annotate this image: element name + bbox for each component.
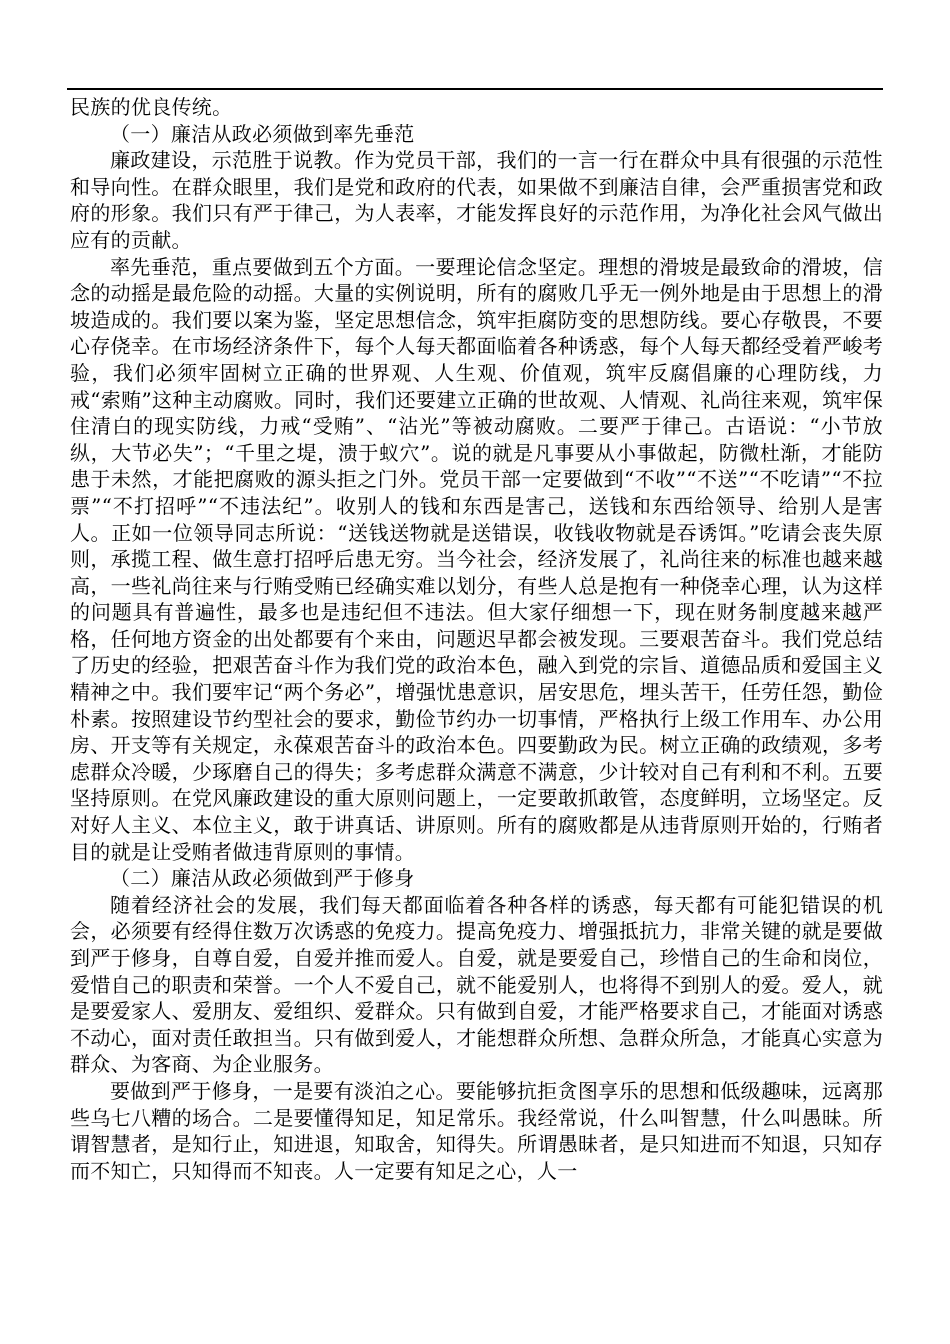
paragraph-3: 随着经济社会的发展，我们每天都面临着各种各样的诱惑，每天都有可能犯错误的机会，必须要有经得住数万次诱惑的免疫力。提高免疫力、增强抵抗力，非常关键的就是要做到严于修身，自尊自爱，自爱并推而爱人。自爱，就是要爱自己，珍惜自己的生命和岗位，爱惜自己的职责和荣誉。一个人不爱自己，就不能爱别人，也将得不到别人的爱。爱人，就是要爱家人、爱朋友、爱组织、爱群众。只有做到自爱，才能严格要求自己，才能面对诱惑不动心，面对责任敢担当。只有做到爱人，才能想群众所想、急群众所急，才能真心实意为群众、为客商、为企业服务。 [70,892,883,1077]
section-heading-1: （一）廉洁从政必须做到率先垂范 [110,121,415,146]
continuation-text: 民族的优良传统。 [70,95,233,119]
section-heading-2: （二）廉洁从政必须做到严于修身 [110,866,415,891]
paragraph-2: 率先垂范，重点要做到五个方面。一要理论信念坚定。理想的滑坡是最致命的滑坡，信念的动摇是最危险的动摇。大量的实例说明，所有的腐败几乎无一例外地是由于思想上的滑坡造成的。我们要以案为鉴，坚定思想信念，筑牢拒腐防变的思想防线。要心存敬畏，不要心存侥幸。在市场经济条件下，每个人每天都面临着各种诱惑，每个人每天都经受着严峻考验，我们必须牢固树立正确的世界观、人生观、价值观，筑牢反腐倡廉的心理防线，力戒“索贿”这种主动腐败。同时，我们还要建立正确的世故观、人情观、礼尚往来观，筑牢保住清白的现实防线，力戒“受贿”、“沾光”等被动腐败。二要严于律己。古语说：“小节放纵，大节必失”；“千里之堤，溃于蚁穴”。说的就是凡事要从小事做起，防微杜渐，才能防患于未然，才能把腐败的源头拒之门外。党员干部一定要做到“不收”“不送”“不吃请”“不拉票”“不打招呼”“不违法纪”。收别人的钱和东西是害己，送钱和东西给领导、给别人是害人。正如一位领导同志所说：“送钱送物就是送错误，收钱收物就是吞诱饵。”吃请会丧失原则，承揽工程、做生意打招呼后患无穷。当今社会，经济发展了，礼尚往来的标准也越来越高，一些礼尚往来与行贿受贿已经确实难以划分，有些人总是抱有一种侥幸心理，认为这样的问题具有普遍性，最多也是违纪但不违法。但大家仔细想一下，现在财务制度越来越严格，任何地方资金的出处都要有个来由，问题迟早都会被发现。三要艰苦奋斗。我们党总结了历史的经验，把艰苦奋斗作为我们党的政治本色，融入到党的宗旨、道德品质和爱国主义精神之中。我们要牢记“两个务必”，增强忧患意识，居安思危，埋头苦干，任劳任怨，勤俭朴素。按照建设节约型社会的要求，勤俭节约办一切事情，严格执行上级工作用车、办公用房、开支等有关规定，永葆艰苦奋斗的政治本色。四要勤政为民。树立正确的政绩观，多考虑群众冷暖，少琢磨自己的得失；多考虑群众满意不满意，少计较对自己有利和不利。五要坚持原则。在党风廉政建设的重大原则问题上，一定要敢抓敢管，态度鲜明，立场坚定。反对好人主义、本位主义，敢于讲真话、讲原则。所有的腐败都是从违背原则开始的，行贿者目的就是让受贿者做违背原则的事情。 [70,254,883,864]
paragraph-4: 要做到严于修身，一是要有淡泊之心。要能够抗拒贪图享乐的思想和低级趣味，远离那些乌七八糟的场合。二是要懂得知足，知足常乐。我经常说，什么叫智慧，什么叫愚昧。所谓智慧者，是知行止，知进退，知取舍，知得失。所谓愚昧者，是只知进而不知退，只知存而不知亡，只知得而不知丧。人一定要有知足之心，人一 [70,1078,883,1183]
paragraph-1: 廉政建设，示范胜于说教。作为党员干部，我们的一言一行在群众中具有很强的示范性和导向性。在群众眼里，我们是党和政府的代表，如果做不到廉洁自律，会严重损害党和政府的形象。我们只有严于律己，为人表率，才能发挥良好的示范作用，为净化社会风气做出应有的贡献。 [70,148,883,252]
header-rule [67,88,883,90]
document-body [70,94,883,1184]
